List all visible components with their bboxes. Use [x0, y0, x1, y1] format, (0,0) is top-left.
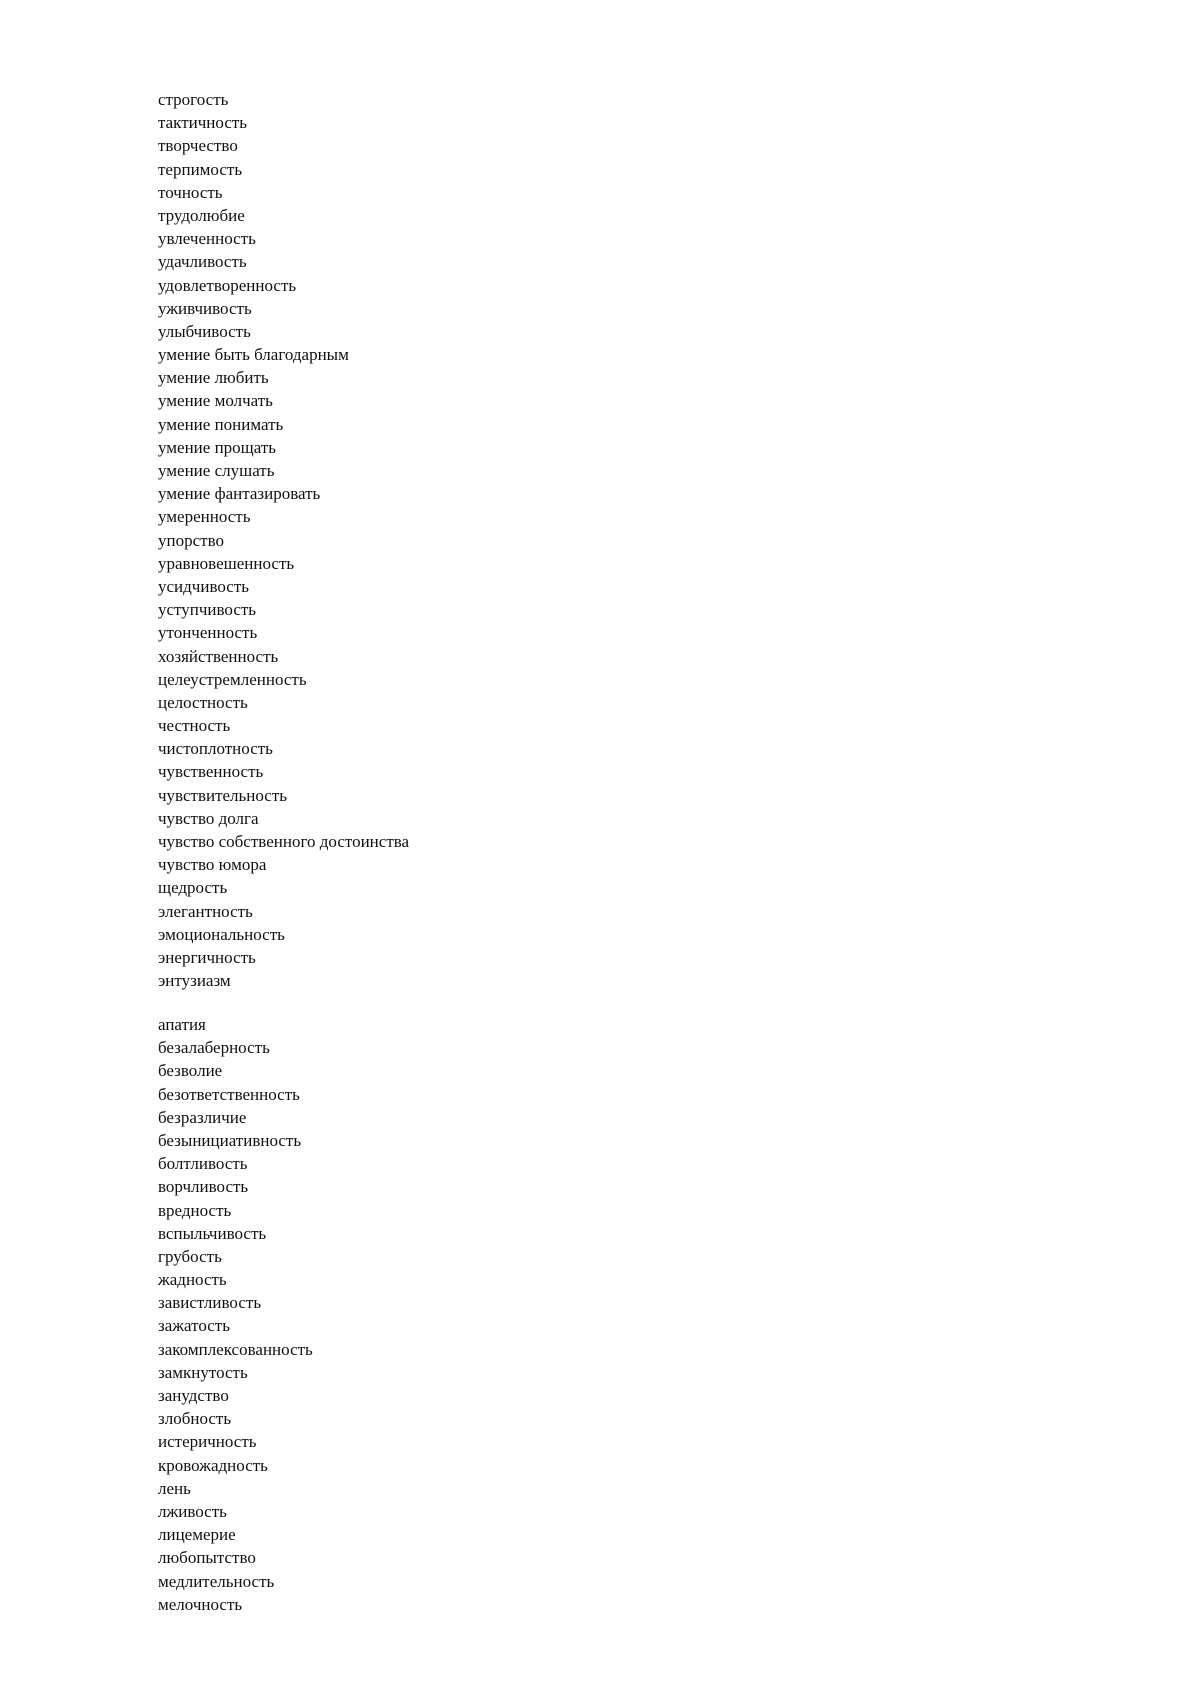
- list-item: истеричность: [158, 1432, 257, 1452]
- list-item: болтливость: [158, 1154, 248, 1174]
- list-item: апатия: [158, 1015, 206, 1034]
- list-item: занудство: [158, 1386, 229, 1405]
- list-item: уступчивость: [158, 600, 257, 620]
- list-item: медлительность: [158, 1571, 275, 1591]
- list-item: зажатость: [158, 1316, 230, 1336]
- list-item: точность: [158, 182, 223, 202]
- list-item: безынициативность: [158, 1130, 302, 1150]
- list-item: вспыльчивость: [158, 1223, 267, 1243]
- list-item: усидчивость: [158, 576, 250, 596]
- negative-qualities-list: [158, 1013, 313, 1616]
- list-item: чувство долга: [158, 808, 259, 828]
- list-item: чувствительность: [158, 785, 288, 805]
- list-item: грубость: [158, 1246, 222, 1266]
- list-item: умение молчать: [158, 391, 273, 411]
- list-item: злобность: [158, 1409, 232, 1429]
- list-item: кровожадность: [158, 1455, 268, 1475]
- list-item: умение быть благодарным: [158, 345, 349, 365]
- list-item: удовлетворенность: [158, 275, 297, 295]
- list-item: терпимость: [158, 159, 243, 179]
- list-item: мелочность: [158, 1594, 243, 1614]
- list-item: лень: [158, 1478, 191, 1498]
- list-item: энтузиазм: [158, 971, 231, 991]
- list-item: хозяйственность: [158, 646, 279, 666]
- list-item: чувство юмора: [158, 855, 267, 875]
- list-item: вредность: [158, 1200, 232, 1220]
- list-item: замкнутость: [158, 1362, 248, 1382]
- list-item: умение фантазировать: [158, 484, 321, 504]
- list-item: уравновешенность: [158, 553, 295, 573]
- list-item: закомплексованность: [158, 1339, 313, 1359]
- list-item: улыбчивость: [158, 321, 251, 341]
- list-item: увлеченность: [158, 229, 256, 249]
- list-item: безалаберность: [158, 1038, 270, 1058]
- list-item: чувственность: [158, 762, 264, 782]
- list-item: целостность: [158, 692, 248, 712]
- list-item: творчество: [158, 136, 238, 156]
- list-item: целеустремленность: [158, 669, 307, 689]
- list-item: удачливость: [158, 252, 247, 272]
- list-item: безразличие: [158, 1107, 247, 1127]
- list-item: лживость: [158, 1501, 227, 1521]
- list-item: умение прощать: [158, 437, 277, 457]
- list-item: упорство: [158, 530, 224, 550]
- list-item: щедрость: [158, 878, 228, 898]
- list-item: умеренность: [158, 507, 251, 527]
- list-item: утонченность: [158, 623, 258, 643]
- list-item: любопытство: [158, 1548, 256, 1568]
- list-item: тактичность: [158, 113, 248, 133]
- positive-qualities-list: [158, 88, 409, 992]
- list-item: уживчивость: [158, 298, 252, 318]
- list-item: честность: [158, 716, 231, 736]
- list-item: чистоплотность: [158, 739, 273, 759]
- list-item: жадность: [158, 1270, 227, 1290]
- list-item: безволие: [158, 1061, 223, 1081]
- list-item: умение любить: [158, 368, 269, 388]
- list-item: чувство собственного достоинства: [158, 832, 410, 851]
- list-item: завистливость: [158, 1293, 262, 1313]
- list-item: ворчливость: [158, 1177, 249, 1197]
- list-item: строгость: [158, 90, 229, 109]
- list-item: умение понимать: [158, 414, 284, 434]
- list-item: энергичность: [158, 947, 256, 967]
- list-item: трудолюбие: [158, 205, 245, 225]
- list-item: эмоциональность: [158, 924, 285, 944]
- list-item: умение слушать: [158, 461, 275, 480]
- list-item: лицемерие: [158, 1525, 236, 1545]
- list-item: элегантность: [158, 901, 253, 921]
- list-item: безответственность: [158, 1084, 300, 1104]
